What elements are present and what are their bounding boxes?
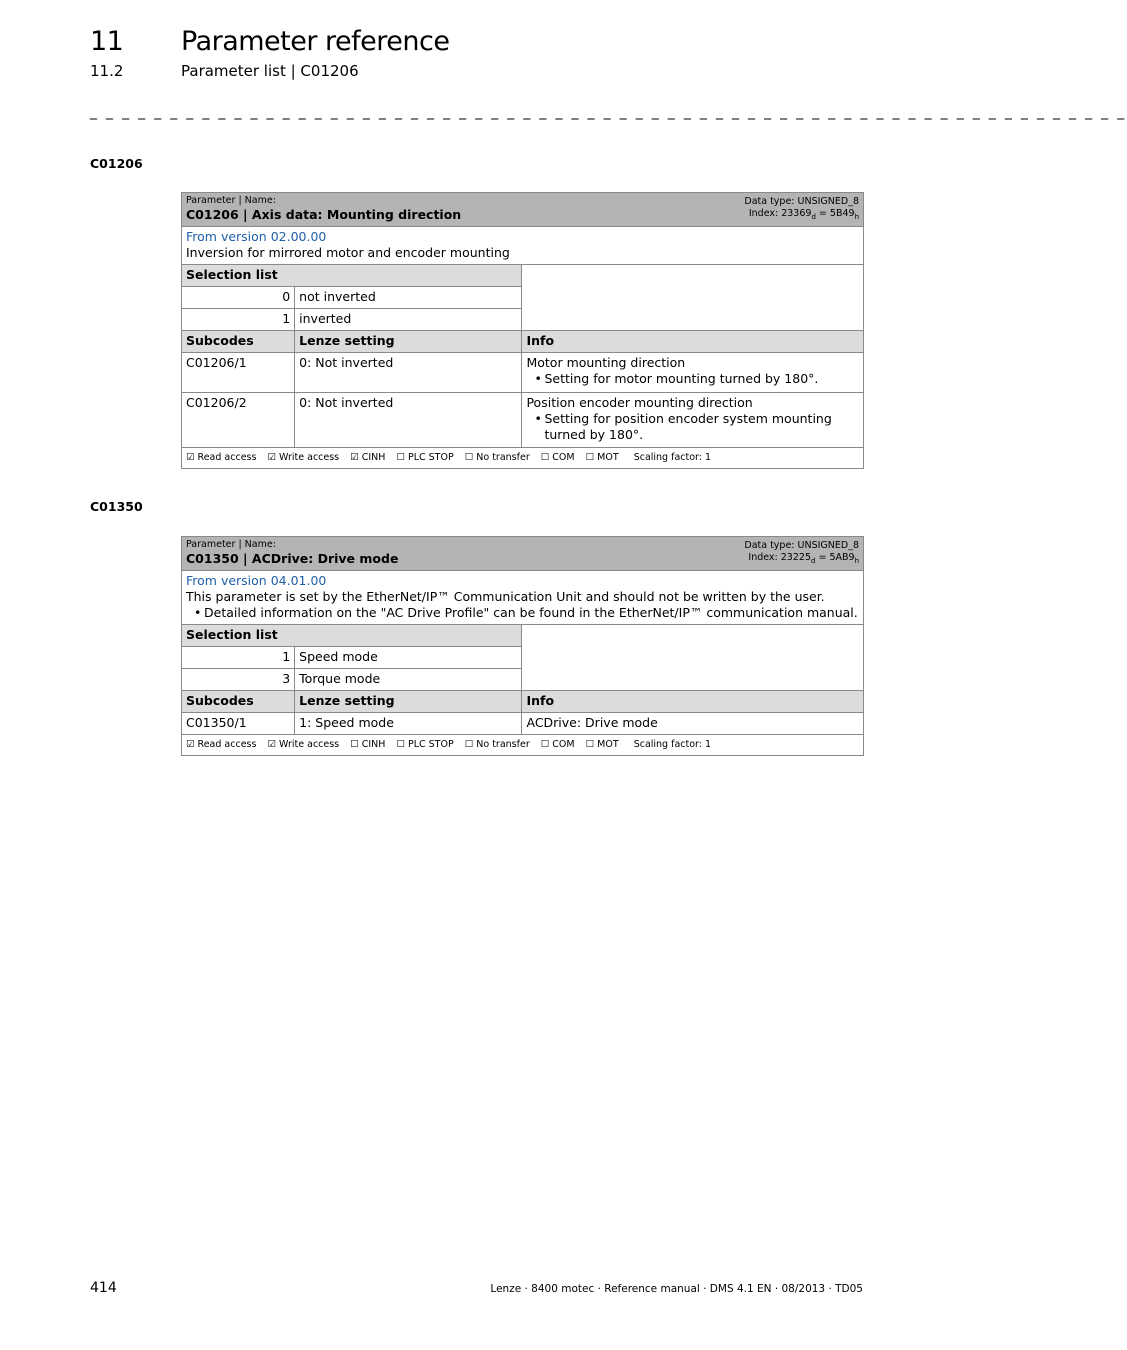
selection-blank: [522, 625, 864, 691]
access-write: ☑ Write access: [267, 739, 340, 750]
separator-line: _ _ _ _ _ _ _ _ _ _ _ _ _ _ _ _ _ _ _ _ _ _ _ _ _ _ _ _ _ _ _ _ _ _ _ _ _ _ _ _ _ _ _ _ _ _ _ _ _ _ _ _ _ _ _ _ _ _ _ _ _ _ _ _ _: [90, 104, 1127, 120]
section-title: Parameter list | C01206: [181, 62, 359, 80]
param-table-c01206: [181, 192, 864, 469]
subcode-info-bullet: Setting for position encoder system mounting turned by 180°.: [544, 411, 832, 442]
access-cinh: ☐ CINH: [350, 739, 386, 750]
subcode-info-bullet: Setting for motor mounting turned by 180°.: [544, 371, 819, 386]
subcode-info: Position encoder mounting direction • Setting for position encoder system mounting turned by 180°.: [522, 393, 864, 448]
access-plc-stop: ☐ PLC STOP: [396, 452, 454, 463]
access-read: ☑ Read access: [186, 739, 257, 750]
selection-text: inverted: [295, 309, 522, 331]
page-number: 414: [90, 1280, 117, 1296]
selection-list-header: Selection list: [182, 265, 522, 287]
param-label: Parameter | Name:: [186, 539, 276, 550]
selection-value: 3: [182, 669, 295, 691]
col-lenze-setting: Lenze setting: [295, 691, 522, 713]
subcode-row: [182, 713, 864, 735]
selection-value: 1: [182, 309, 295, 331]
param-description: Inversion for mirrored motor and encoder mounting: [186, 245, 510, 260]
data-type: Data type: UNSIGNED_8: [744, 196, 859, 207]
data-type: Data type: UNSIGNED_8: [744, 540, 859, 551]
access-no-transfer: ☐ No transfer: [464, 452, 530, 463]
col-lenze-setting: Lenze setting: [295, 331, 522, 353]
col-info: Info: [522, 691, 864, 713]
selection-blank: [522, 265, 864, 331]
access-plc-stop: ☐ PLC STOP: [396, 739, 454, 750]
selection-list-header: Selection list: [182, 625, 522, 647]
param-index: Index: $23225_d = 5AB9_h$: [748, 552, 859, 565]
access-mot: ☐ MOT: [585, 452, 619, 463]
param-name: C01206 | Axis data: Mounting direction: [186, 207, 462, 222]
subcode-setting: 0: Not inverted: [295, 393, 522, 448]
version-link[interactable]: From version 04.01.00: [186, 573, 327, 588]
selection-text: Speed mode: [295, 647, 522, 669]
document-info: Lenze · 8400 motec · Reference manual · DMS 4.1 EN · 08/2013 · TD05: [490, 1283, 863, 1295]
col-subcodes: Subcodes: [182, 331, 295, 353]
param-name: C01350 | ACDrive: Drive mode: [186, 551, 399, 566]
access-mot: ☐ MOT: [585, 739, 619, 750]
subcode-code: C01350/1: [182, 713, 295, 735]
chapter-title: Parameter reference: [181, 26, 450, 57]
subcode-setting: 1: Speed mode: [295, 713, 522, 735]
subcode-info: Motor mounting direction • Setting for motor mounting turned by 180°.: [522, 353, 864, 393]
chapter-number: 11: [90, 26, 124, 57]
selection-text: not inverted: [295, 287, 522, 309]
param-description-cell: [182, 227, 864, 265]
selection-value: 1: [182, 647, 295, 669]
subcode-row: [182, 393, 864, 448]
section-number: 11.2: [90, 62, 124, 80]
access-flags: [182, 448, 864, 469]
subcode-setting: 0: Not inverted: [295, 353, 522, 393]
selection-value: 0: [182, 287, 295, 309]
subcode-info: ACDrive: Drive mode: [522, 713, 864, 735]
param-header: [182, 193, 864, 227]
param-label: Parameter | Name:: [186, 195, 276, 206]
access-no-transfer: ☐ No transfer: [464, 739, 530, 750]
param-header: [182, 537, 864, 571]
access-read: ☑ Read access: [186, 452, 257, 463]
access-com: ☐ COM: [540, 452, 575, 463]
col-info: Info: [522, 331, 864, 353]
access-cinh: ☑ CINH: [350, 452, 386, 463]
subcode-code: C01206/1: [182, 353, 295, 393]
selection-text: Torque mode: [295, 669, 522, 691]
scaling-factor: Scaling factor: 1: [633, 452, 712, 463]
param-heading-c01206: C01206: [90, 156, 143, 171]
param-description-cell: From version 04.01.00 This parameter is set by the EtherNet/IP™ Communication Unit and should not be written by the user. • Detailed information on the "AC Drive Profile" can be found in the EtherNet/IP™ communication manual.: [182, 571, 864, 625]
param-description-bullet: Detailed information on the "AC Drive Profile" can be found in the EtherNet/IP™ communication manual.: [204, 605, 858, 620]
scaling-factor: Scaling factor: 1: [633, 739, 712, 750]
col-subcodes: Subcodes: [182, 691, 295, 713]
param-table-c01350: [181, 536, 864, 756]
param-description: This parameter is set by the EtherNet/IP™ Communication Unit and should not be written by the user.: [186, 589, 825, 604]
param-index: Index: $23369_d = 5B49_h$: [748, 208, 859, 221]
subcode-row: [182, 353, 864, 393]
version-link[interactable]: From version 02.00.00: [186, 229, 327, 244]
subcode-code: C01206/2: [182, 393, 295, 448]
access-write: ☑ Write access: [267, 452, 340, 463]
param-heading-c01350: C01350: [90, 499, 143, 514]
access-flags: [182, 735, 864, 756]
access-com: ☐ COM: [540, 739, 575, 750]
